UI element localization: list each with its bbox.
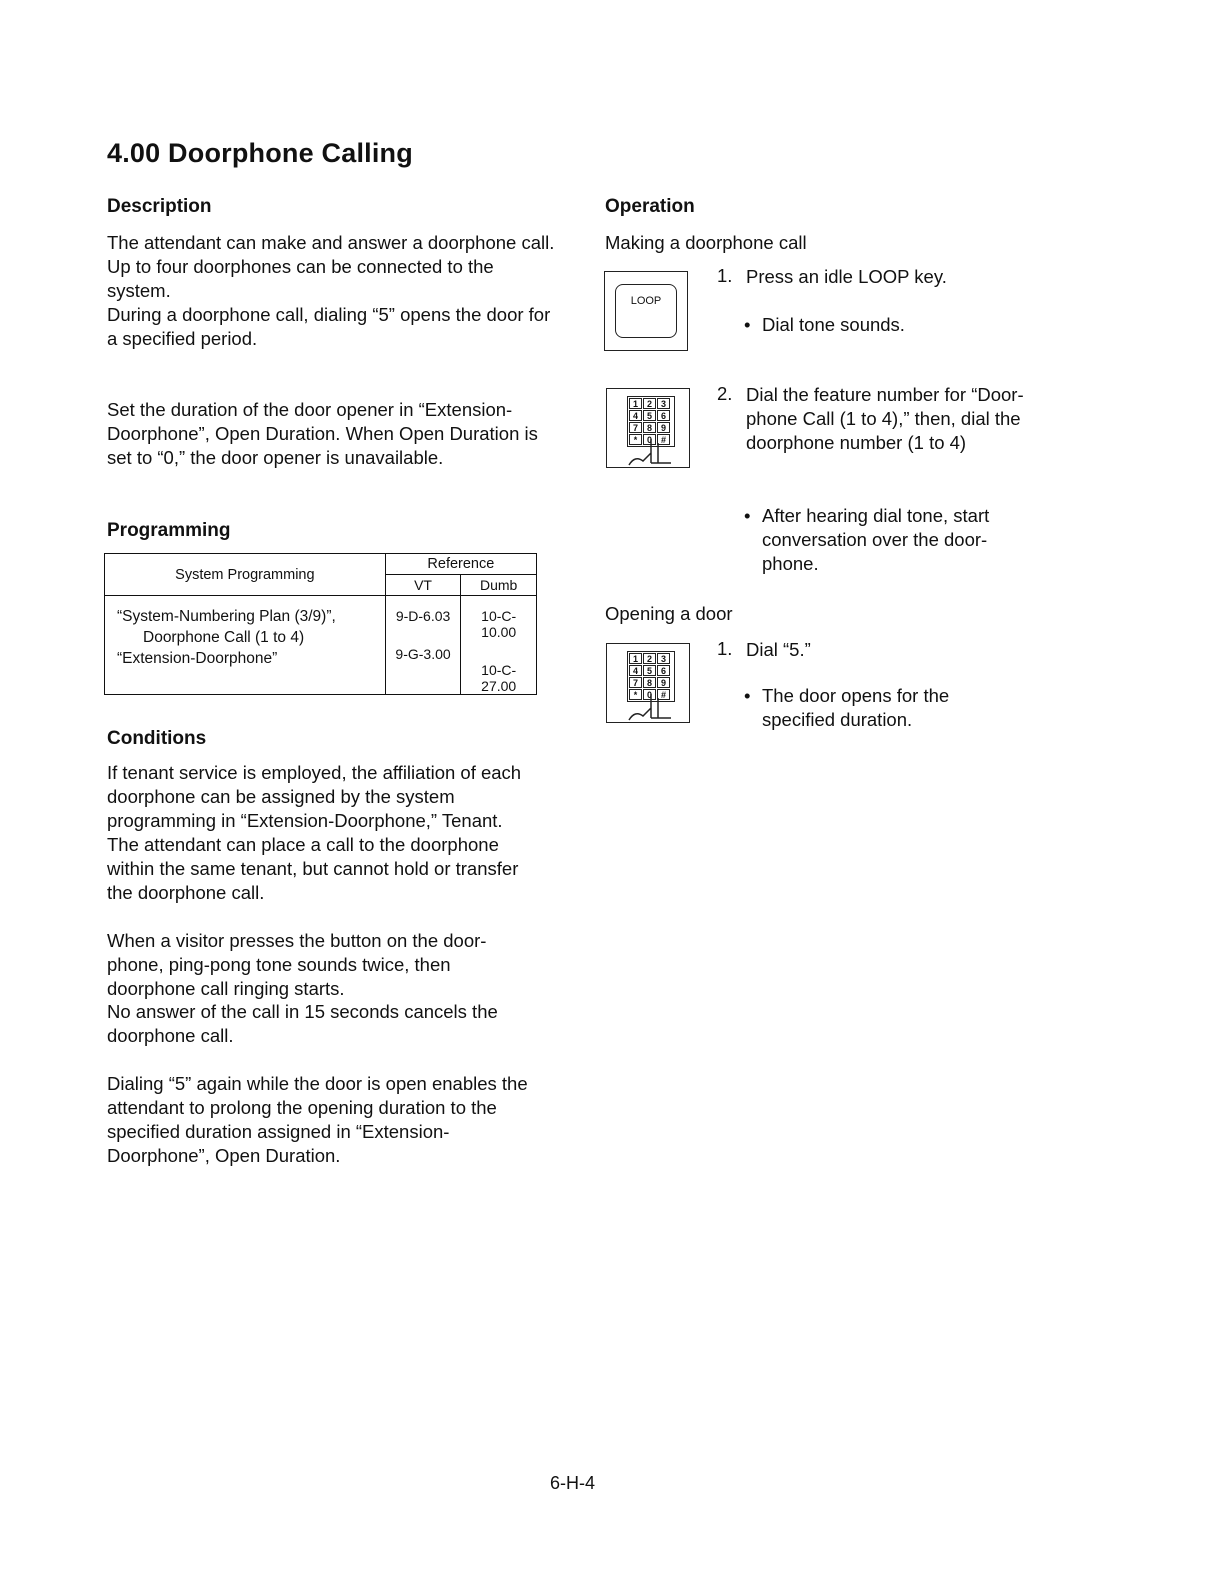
keypad-key: 5 [643, 410, 656, 421]
conditions-paragraph: Dialing “5” again while the door is open enables the attendant to prolong the opening duration to the specified duration assigned in “Extension-Doorphone”, Open Duration. [107, 1073, 528, 1166]
keypad-key: 4 [629, 410, 642, 421]
keypad-key: 7 [629, 422, 642, 433]
making-call-subheading: Making a doorphone call [605, 232, 807, 253]
loop-key [615, 284, 677, 338]
keypad-key: 8 [643, 677, 656, 688]
vt-value: 9-G-3.00 [395, 646, 451, 662]
description-paragraph: Up to four doorphones can be connected to the system. [107, 256, 494, 301]
keypad-key: 7 [629, 677, 642, 688]
loop-key-icon [604, 271, 688, 351]
dumb-value: 10-C-27.00 [481, 662, 517, 694]
keypad-icon [606, 643, 690, 723]
keypad-key: 5 [643, 665, 656, 676]
keypad-key: 9 [657, 422, 670, 433]
table-cell-item [105, 596, 386, 695]
description-heading: Description [107, 196, 212, 217]
programming-heading: Programming [107, 520, 231, 541]
programming-table [104, 553, 537, 695]
item-line: Doorphone Call (1 to 4) [143, 629, 305, 646]
keypad-key: 0 [643, 434, 656, 445]
step-number: 2. [717, 383, 733, 404]
table-header-reference: Reference [385, 554, 536, 575]
keypad-key: 9 [657, 677, 670, 688]
description-paragraph: The attendant can make and answer a doorphone call. [107, 232, 555, 253]
item-line: “Extension-Doorphone” [117, 650, 278, 667]
conditions-paragraph: No answer of the call in 15 seconds cancels the doorphone call. [107, 1001, 498, 1046]
table-header-vt: VT [385, 575, 461, 596]
description-paragraph-2: Set the duration of the door opener in “Extension-Doorphone”, Open Duration. When Open Duration is set to “0,” the door opener is unavailable. [107, 399, 538, 468]
keypad-key: 8 [643, 422, 656, 433]
step-number: 1. [717, 638, 733, 659]
finger-icon [625, 439, 675, 467]
keypad-key: 1 [629, 653, 642, 664]
description-body [107, 231, 557, 351]
step-bullet: • After hearing dial tone, start conversation over the door-phone. [762, 504, 1022, 576]
dumb-value: 10-C-10.00 [481, 608, 517, 640]
step-text: Press an idle LOOP key. [746, 266, 947, 287]
keypad-key: # [657, 434, 670, 445]
keypad-key: 6 [657, 410, 670, 421]
keypad-key: * [629, 689, 642, 700]
keypad-key: 2 [643, 653, 656, 664]
step-bullet: • Dial tone sounds. [762, 313, 905, 337]
loop-key-label: LOOP [630, 295, 662, 307]
keypad-key: 6 [657, 665, 670, 676]
table-row [105, 596, 537, 695]
keypad-key: # [657, 689, 670, 700]
table-header-dumb: Dumb [461, 575, 537, 596]
operation-heading: Operation [605, 196, 695, 217]
keypad-key: 3 [657, 398, 670, 409]
conditions-paragraph: When a visitor presses the button on the door-phone, ping-pong tone sounds twice, then doorphone call ringing starts. [107, 930, 487, 999]
table-cell-dumb [461, 596, 537, 695]
table-cell-vt [385, 596, 461, 695]
page-number: 6-H-4 [550, 1473, 596, 1493]
keypad-key: 4 [629, 665, 642, 676]
step-bullet: • The door opens for the specified duration. [762, 684, 992, 732]
conditions-paragraph: If tenant service is employed, the affiliation of each doorphone can be assigned by the system programming in “Extension-Doorphone,” Tenant. The attendant can place a call to the doorphone within the same tenant, but cannot hold or transfer the doorphone call. [107, 762, 522, 903]
item-line: “System-Numbering Plan (3/9)”, [117, 608, 336, 625]
keypad-key: 3 [657, 653, 670, 664]
step-number: 1. [717, 265, 733, 286]
conditions-heading: Conditions [107, 728, 207, 749]
step-text: Dial the feature number for “Door- phone Call (1 to 4),” then, dial the doorphone number (1 to 4) [746, 384, 1024, 453]
opening-door-subheading: Opening a door [605, 603, 733, 624]
keypad-key: 1 [629, 398, 642, 409]
keypad-key: 2 [643, 398, 656, 409]
finger-icon [625, 694, 675, 722]
description-paragraph: During a doorphone call, dialing “5” opens the door for a specified period. [107, 304, 551, 349]
table-header-system-programming: System Programming [105, 554, 386, 596]
keypad-icon [606, 388, 690, 468]
vt-value: 9-D-6.03 [395, 608, 451, 624]
keypad-key: 0 [643, 689, 656, 700]
keypad-key: * [629, 434, 642, 445]
step-text: Dial “5.” [746, 639, 811, 660]
page-title: 4.00 Doorphone Calling [107, 138, 413, 168]
